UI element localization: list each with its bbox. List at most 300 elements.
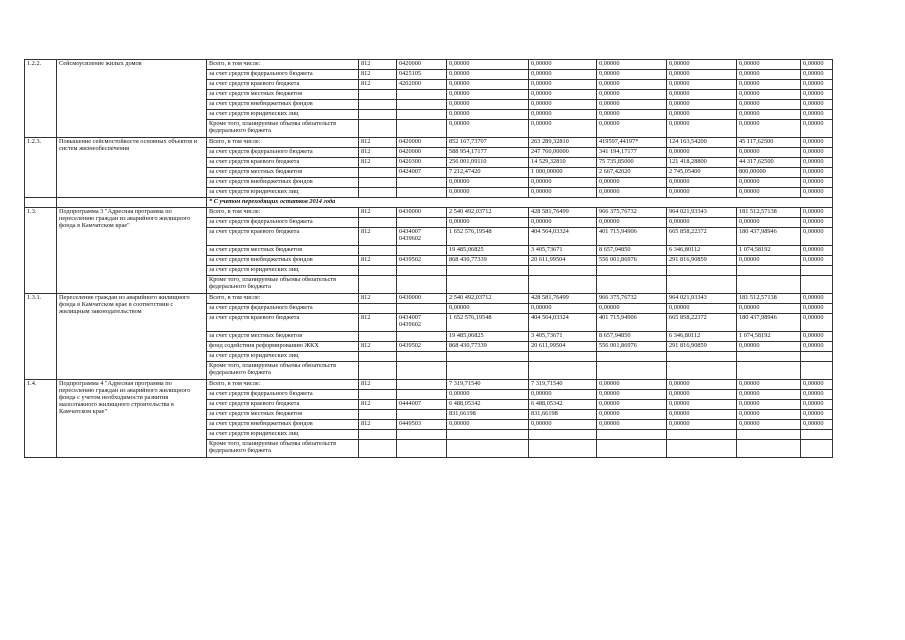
grbs-code bbox=[359, 390, 397, 400]
amount-year: 0,00000 bbox=[597, 60, 667, 70]
amount-year: 556 001,86976 bbox=[597, 256, 667, 266]
amount-year: 0,00000 bbox=[737, 410, 801, 420]
table-row bbox=[25, 208, 833, 218]
amount-year: 428 581,76499 bbox=[529, 294, 597, 304]
funding-source: за счет средств краевого бюджета bbox=[207, 314, 359, 332]
budget-class-code bbox=[397, 430, 447, 440]
amount-year: 0,00000 bbox=[529, 120, 597, 138]
grbs-code: 812 bbox=[359, 138, 397, 148]
amount-year: 0,00000 bbox=[801, 342, 833, 352]
amount-year: 419597,44197* bbox=[597, 138, 667, 148]
amount-total bbox=[447, 352, 529, 362]
amount-year: 556 001,86976 bbox=[597, 342, 667, 352]
amount-year bbox=[597, 362, 667, 380]
amount-total bbox=[447, 276, 529, 294]
amount-total bbox=[447, 362, 529, 380]
amount-year: 0,00000 bbox=[597, 80, 667, 90]
amount-year bbox=[667, 276, 737, 294]
amount-year: 0,00000 bbox=[737, 60, 801, 70]
amount-year: 8 657,94850 bbox=[597, 246, 667, 256]
budget-class-code bbox=[397, 352, 447, 362]
grbs-code: 812 bbox=[359, 420, 397, 430]
amount-year bbox=[529, 266, 597, 276]
amount-year: 401 715,94906 bbox=[597, 314, 667, 332]
funding-source: за счет средств федерального бюджета bbox=[207, 148, 359, 158]
amount-year: 0,00000 bbox=[529, 420, 597, 430]
grbs-code bbox=[359, 100, 397, 110]
amount-year: 0,00000 bbox=[801, 60, 833, 70]
amount-year: 0,00000 bbox=[737, 80, 801, 90]
amount-year: 0,00000 bbox=[597, 400, 667, 410]
budget-class-code: 0425105 bbox=[397, 70, 447, 80]
amount-total: 7 212,47420 bbox=[447, 168, 529, 178]
amount-year: 45 117,62500 bbox=[737, 138, 801, 148]
budget-class-code: 0430000 bbox=[397, 294, 447, 304]
budget-class-code bbox=[397, 246, 447, 256]
grbs-code: 812 bbox=[359, 60, 397, 70]
amount-year: 181 512,57138 bbox=[737, 208, 801, 218]
grbs-code: 812 bbox=[359, 400, 397, 410]
funding-source: Кроме того, планируемые объемы обязательств федерального бюджета bbox=[207, 362, 359, 380]
amount-year: 2 745,05400 bbox=[667, 168, 737, 178]
amount-year: 0,00000 bbox=[667, 178, 737, 188]
funding-source: за счет средств краевого бюджета bbox=[207, 400, 359, 410]
table-row bbox=[25, 60, 833, 70]
amount-year bbox=[597, 352, 667, 362]
amount-year: 0,00000 bbox=[801, 380, 833, 390]
amount-year: 0,00000 bbox=[737, 390, 801, 400]
amount-year: 20 611,99504 bbox=[529, 342, 597, 352]
amount-total: 2 540 492,03712 bbox=[447, 208, 529, 218]
budget-class-code: 0439502 bbox=[397, 256, 447, 266]
empty-cell bbox=[57, 198, 207, 208]
amount-year: 0,00000 bbox=[529, 390, 597, 400]
amount-year: 0,00000 bbox=[801, 148, 833, 158]
section-name: Переселение граждан из аварийного жилищного фонда в Камчатском крае в соответствии с жилищным законодательством bbox=[57, 294, 207, 380]
budget-class-code bbox=[397, 100, 447, 110]
budget-class-code: 0424007 bbox=[397, 168, 447, 178]
amount-year: 124 163,54200 bbox=[667, 138, 737, 148]
amount-year: 0,00000 bbox=[529, 178, 597, 188]
budget-class-code bbox=[397, 110, 447, 120]
amount-year: 0,00000 bbox=[597, 90, 667, 100]
amount-year: 0,00000 bbox=[667, 80, 737, 90]
amount-year bbox=[737, 352, 801, 362]
funding-source: Кроме того, планируемые объемы обязательств федерального бюджета bbox=[207, 276, 359, 294]
amount-year: 181 512,57138 bbox=[737, 294, 801, 304]
amount-year: 428 581,76499 bbox=[529, 208, 597, 218]
budget-class-code bbox=[397, 188, 447, 198]
grbs-code: 812 bbox=[359, 148, 397, 158]
funding-source: за счет средств федерального бюджета bbox=[207, 70, 359, 80]
funding-source: за счет средств юридических лиц bbox=[207, 430, 359, 440]
grbs-code bbox=[359, 276, 397, 294]
budget-class-code bbox=[397, 380, 447, 390]
amount-year: 0,00000 bbox=[737, 218, 801, 228]
funding-source: за счет средств местных бюджетов bbox=[207, 168, 359, 178]
funding-source: за счет средств юридических лиц bbox=[207, 188, 359, 198]
amount-year: 0,00000 bbox=[667, 60, 737, 70]
amount-year: 966 375,76732 bbox=[597, 208, 667, 218]
amount-total: 0,00000 bbox=[447, 120, 529, 138]
amount-year: 0,00000 bbox=[801, 110, 833, 120]
amount-year: 341 194,17177 bbox=[597, 148, 667, 158]
amount-year: 0,00000 bbox=[529, 80, 597, 90]
grbs-code: 812 bbox=[359, 294, 397, 304]
amount-total: 0,00000 bbox=[447, 218, 529, 228]
grbs-code bbox=[359, 188, 397, 198]
amount-year: 0,00000 bbox=[529, 100, 597, 110]
amount-year: 0,00000 bbox=[737, 110, 801, 120]
amount-total: 0,00000 bbox=[447, 110, 529, 120]
amount-year bbox=[667, 266, 737, 276]
amount-year: 0,00000 bbox=[801, 120, 833, 138]
amount-total: 868 430,77339 bbox=[447, 256, 529, 266]
amount-total: 1 652 576,19548 bbox=[447, 228, 529, 246]
amount-year bbox=[667, 430, 737, 440]
amount-total: 0,00000 bbox=[447, 178, 529, 188]
amount-year bbox=[737, 266, 801, 276]
grbs-code: 812 bbox=[359, 314, 397, 332]
funding-source: за счет средств краевого бюджета bbox=[207, 80, 359, 90]
grbs-code: 812 bbox=[359, 70, 397, 80]
amount-year: 0,00000 bbox=[667, 90, 737, 100]
grbs-code bbox=[359, 90, 397, 100]
section-name: Подпрограмма 4 "Адресная программа по переселению граждан из аварийного жилищного фонда с учетом необходимости развития малоэтажного жилищного строительства в Камчатском крае" bbox=[57, 380, 207, 458]
grbs-code: 812 bbox=[359, 228, 397, 246]
amount-year: 0,00000 bbox=[801, 100, 833, 110]
budget-class-code: 4202000 bbox=[397, 80, 447, 90]
funding-source: за счет средств федерального бюджета bbox=[207, 304, 359, 314]
amount-year: 14 529,32810 bbox=[529, 158, 597, 168]
empty-cell bbox=[25, 198, 57, 208]
amount-year: 75 735,85000 bbox=[597, 158, 667, 168]
amount-total: 831,66198 bbox=[447, 410, 529, 420]
amount-total: 2 540 492,03712 bbox=[447, 294, 529, 304]
amount-year: 0,00000 bbox=[597, 410, 667, 420]
budget-class-code: 0444007 bbox=[397, 400, 447, 410]
amount-year: 263 289,32810 bbox=[529, 138, 597, 148]
amount-year: 0,00000 bbox=[801, 410, 833, 420]
funding-source: Всего, в том числе: bbox=[207, 60, 359, 70]
amount-year: 121 418,28800 bbox=[667, 158, 737, 168]
amount-year bbox=[801, 430, 833, 440]
amount-year: 6 346,80112 bbox=[667, 332, 737, 342]
amount-year: 0,00000 bbox=[667, 188, 737, 198]
funding-source: за счет средств внебюджетных фондов bbox=[207, 256, 359, 266]
amount-total: 0,00000 bbox=[447, 100, 529, 110]
budget-class-code bbox=[397, 362, 447, 380]
amount-total: 0,00000 bbox=[447, 60, 529, 70]
amount-year: 0,00000 bbox=[801, 158, 833, 168]
amount-year: 665 858,22372 bbox=[667, 228, 737, 246]
amount-year: 1 074,58192 bbox=[737, 246, 801, 256]
amount-total: 0,00000 bbox=[447, 90, 529, 100]
amount-year: 0,00000 bbox=[597, 188, 667, 198]
amount-year: 0,00000 bbox=[801, 294, 833, 304]
grbs-code bbox=[359, 168, 397, 178]
amount-year: 0,00000 bbox=[737, 70, 801, 80]
amount-year: 0,00000 bbox=[667, 400, 737, 410]
amount-year: 0,00000 bbox=[737, 256, 801, 266]
funding-source: за счет средств юридических лиц bbox=[207, 352, 359, 362]
amount-year: 0,00000 bbox=[801, 314, 833, 332]
amount-year: 0,00000 bbox=[737, 148, 801, 158]
amount-year: 0,00000 bbox=[529, 188, 597, 198]
funding-source: фонд содействия реформированию ЖКХ bbox=[207, 342, 359, 352]
amount-year: 401 715,94906 bbox=[597, 228, 667, 246]
funding-source: за счет средств краевого бюджета bbox=[207, 228, 359, 246]
section-code: 1.2.3. bbox=[25, 138, 57, 198]
funding-source: за счет средств местных бюджетов bbox=[207, 332, 359, 342]
amount-year bbox=[737, 362, 801, 380]
amount-year: 0,00000 bbox=[737, 400, 801, 410]
amount-year: 0,00000 bbox=[597, 218, 667, 228]
table-row bbox=[25, 294, 833, 304]
amount-year: 0,00000 bbox=[667, 380, 737, 390]
grbs-code bbox=[359, 110, 397, 120]
amount-year: 0,00000 bbox=[801, 256, 833, 266]
amount-year: 966 375,76732 bbox=[597, 294, 667, 304]
amount-total: 0,00000 bbox=[447, 188, 529, 198]
amount-year: 0,00000 bbox=[801, 70, 833, 80]
amount-year: 6 346,80112 bbox=[667, 246, 737, 256]
amount-total: 0,00000 bbox=[447, 304, 529, 314]
budget-class-code: 0434007 0439602 bbox=[397, 228, 447, 246]
amount-year: 3 405,73671 bbox=[529, 332, 597, 342]
amount-year: 0,00000 bbox=[667, 410, 737, 420]
grbs-code: 812 bbox=[359, 80, 397, 90]
section-code: 1.3.1. bbox=[25, 294, 57, 380]
section-name: Сейсмоусиление жилых домов bbox=[57, 60, 207, 138]
funding-source: за счет средств местных бюджетов bbox=[207, 246, 359, 256]
funding-source: за счет средств местных бюджетов bbox=[207, 90, 359, 100]
amount-total bbox=[447, 266, 529, 276]
amount-total: 0,00000 bbox=[447, 420, 529, 430]
budget-class-code: 0420300 bbox=[397, 158, 447, 168]
amount-year: 0,00000 bbox=[667, 70, 737, 80]
amount-year: 0,00000 bbox=[737, 188, 801, 198]
funding-source: за счет средств внебюджетных фондов bbox=[207, 100, 359, 110]
amount-year: 291 816,90859 bbox=[667, 256, 737, 266]
budget-class-code bbox=[397, 120, 447, 138]
amount-year: 0,00000 bbox=[801, 138, 833, 148]
funding-source: за счет средств юридических лиц bbox=[207, 266, 359, 276]
amount-year: 0,00000 bbox=[667, 110, 737, 120]
amount-year: 0,00000 bbox=[597, 390, 667, 400]
amount-year: 0,00000 bbox=[801, 80, 833, 90]
amount-total: 852 167,73707 bbox=[447, 138, 529, 148]
amount-year: 665 858,22372 bbox=[667, 314, 737, 332]
table-row bbox=[25, 138, 833, 148]
amount-year: 0,00000 bbox=[801, 208, 833, 218]
budget-class-code bbox=[397, 332, 447, 342]
amount-total: 6 488,05342 bbox=[447, 400, 529, 410]
amount-year bbox=[737, 440, 801, 458]
amount-year bbox=[597, 430, 667, 440]
grbs-code: 812 bbox=[359, 256, 397, 266]
funding-source: Всего, в том числе: bbox=[207, 380, 359, 390]
amount-year: 0,00000 bbox=[529, 90, 597, 100]
amount-year: 247 760,00000 bbox=[529, 148, 597, 158]
amount-total: 868 430,77339 bbox=[447, 342, 529, 352]
budget-class-code: 0420000 bbox=[397, 60, 447, 70]
amount-year: 964 021,93343 bbox=[667, 294, 737, 304]
section-name: Подпрограмма 3 "Адресная программа по переселению граждан из аварийного жилищного фонда в Камчатском крае" bbox=[57, 208, 207, 294]
amount-year bbox=[801, 276, 833, 294]
amount-year: 0,00000 bbox=[801, 90, 833, 100]
amount-total: 0,00000 bbox=[447, 390, 529, 400]
amount-year: 0,00000 bbox=[597, 70, 667, 80]
amount-year: 7 319,71540 bbox=[529, 380, 597, 390]
amount-year: 3 405,73671 bbox=[529, 246, 597, 256]
grbs-code bbox=[359, 218, 397, 228]
amount-year: 0,00000 bbox=[667, 390, 737, 400]
amount-year: 0,00000 bbox=[597, 120, 667, 138]
section-code: 1.4. bbox=[25, 380, 57, 458]
amount-year: 6 488,05342 bbox=[529, 400, 597, 410]
grbs-code bbox=[359, 332, 397, 342]
funding-source: за счет средств краевого бюджета bbox=[207, 158, 359, 168]
amount-year: 0,00000 bbox=[801, 304, 833, 314]
grbs-code bbox=[359, 430, 397, 440]
amount-year: 0,00000 bbox=[737, 120, 801, 138]
budget-class-code bbox=[397, 304, 447, 314]
amount-year: 2 667,42020 bbox=[597, 168, 667, 178]
budget-class-code: 0449503 bbox=[397, 420, 447, 430]
amount-year: 831,66198 bbox=[529, 410, 597, 420]
amount-year: 1 000,00000 bbox=[529, 168, 597, 178]
section-name: Повышение сейсмостойкости основных объектов и систем жизнеобеспечения bbox=[57, 138, 207, 198]
funding-source: Всего, в том числе: bbox=[207, 294, 359, 304]
grbs-code: 812 bbox=[359, 342, 397, 352]
amount-year: 0,00000 bbox=[529, 70, 597, 80]
funding-source: за счет средств федерального бюджета bbox=[207, 218, 359, 228]
amount-year: 0,00000 bbox=[667, 100, 737, 110]
amount-year: 0,00000 bbox=[737, 100, 801, 110]
amount-year: 0,00000 bbox=[597, 178, 667, 188]
amount-year: 180 437,98946 bbox=[737, 228, 801, 246]
amount-year: 0,00000 bbox=[529, 60, 597, 70]
amount-year bbox=[597, 440, 667, 458]
amount-year: 0,00000 bbox=[529, 110, 597, 120]
amount-year: 0,00000 bbox=[737, 380, 801, 390]
budget-class-code: 0420000 bbox=[397, 148, 447, 158]
amount-year: 0,00000 bbox=[801, 228, 833, 246]
amount-total: 0,00000 bbox=[447, 80, 529, 90]
section-code: 1.2.2. bbox=[25, 60, 57, 138]
amount-year: 0,00000 bbox=[667, 304, 737, 314]
amount-total: 1 652 576,19548 bbox=[447, 314, 529, 332]
amount-year: 291 816,90859 bbox=[667, 342, 737, 352]
funding-source: за счет средств внебюджетных фондов bbox=[207, 420, 359, 430]
amount-year: 0,00000 bbox=[529, 304, 597, 314]
budget-class-code bbox=[397, 218, 447, 228]
budget-class-code bbox=[397, 266, 447, 276]
grbs-code bbox=[359, 362, 397, 380]
amount-year bbox=[597, 276, 667, 294]
funding-source: за счет средств федерального бюджета bbox=[207, 390, 359, 400]
funding-source: Всего, в том числе: bbox=[207, 138, 359, 148]
amount-year: 0,00000 bbox=[801, 218, 833, 228]
budget-table bbox=[24, 59, 833, 458]
budget-class-code: 0420000 bbox=[397, 138, 447, 148]
amount-year: 180 437,98946 bbox=[737, 314, 801, 332]
amount-year bbox=[737, 276, 801, 294]
amount-year: 0,00000 bbox=[737, 304, 801, 314]
grbs-code bbox=[359, 410, 397, 420]
amount-year: 44 317,62500 bbox=[737, 158, 801, 168]
amount-year: 0,00000 bbox=[597, 100, 667, 110]
grbs-code: 812 bbox=[359, 208, 397, 218]
amount-year: 0,00000 bbox=[667, 420, 737, 430]
table-row bbox=[25, 380, 833, 390]
amount-year: 20 611,99504 bbox=[529, 256, 597, 266]
budget-class-code bbox=[397, 178, 447, 188]
amount-total: 0,00000 bbox=[447, 70, 529, 80]
amount-total: 7 319,71540 bbox=[447, 380, 529, 390]
funding-source: за счет средств внебюджетных фондов bbox=[207, 178, 359, 188]
amount-year: 0,00000 bbox=[667, 120, 737, 138]
grbs-code: 812 bbox=[359, 380, 397, 390]
amount-year: 0,00000 bbox=[667, 218, 737, 228]
grbs-code: 812 bbox=[359, 158, 397, 168]
grbs-code bbox=[359, 352, 397, 362]
amount-year: 1 074,58192 bbox=[737, 332, 801, 342]
amount-year: 0,00000 bbox=[597, 380, 667, 390]
amount-year bbox=[801, 352, 833, 362]
funding-source: Кроме того, планируемые объемы обязательств федерального бюджета bbox=[207, 120, 359, 138]
funding-source: Всего, в том числе: bbox=[207, 208, 359, 218]
amount-year: 0,00000 bbox=[737, 178, 801, 188]
amount-year: 964 021,93343 bbox=[667, 208, 737, 218]
section-code: 1.3. bbox=[25, 208, 57, 294]
amount-year bbox=[597, 266, 667, 276]
amount-year: 0,00000 bbox=[801, 400, 833, 410]
amount-year: 0,00000 bbox=[667, 148, 737, 158]
amount-year: 0,00000 bbox=[737, 90, 801, 100]
amount-year bbox=[667, 352, 737, 362]
budget-class-code bbox=[397, 276, 447, 294]
grbs-code bbox=[359, 120, 397, 138]
grbs-code bbox=[359, 246, 397, 256]
grbs-code bbox=[359, 304, 397, 314]
amount-year bbox=[801, 266, 833, 276]
amount-year: 0,00000 bbox=[801, 168, 833, 178]
amount-year: 0,00000 bbox=[801, 178, 833, 188]
amount-year bbox=[529, 362, 597, 380]
amount-year: 0,00000 bbox=[737, 342, 801, 352]
amount-total: 19 485,06825 bbox=[447, 246, 529, 256]
amount-year: 0,00000 bbox=[737, 420, 801, 430]
footnote-row bbox=[25, 198, 833, 208]
amount-year: 0,00000 bbox=[801, 420, 833, 430]
amount-total bbox=[447, 430, 529, 440]
amount-year: 0,00000 bbox=[801, 188, 833, 198]
budget-class-code: 0439502 bbox=[397, 342, 447, 352]
amount-year: 0,00000 bbox=[529, 218, 597, 228]
amount-total: 588 954,17177 bbox=[447, 148, 529, 158]
amount-year bbox=[529, 430, 597, 440]
amount-year bbox=[667, 440, 737, 458]
amount-year: 800,00000 bbox=[737, 168, 801, 178]
budget-class-code bbox=[397, 90, 447, 100]
amount-year: 0,00000 bbox=[801, 390, 833, 400]
amount-year: 0,00000 bbox=[801, 332, 833, 342]
amount-year: 404 564,03324 bbox=[529, 314, 597, 332]
budget-class-code bbox=[397, 390, 447, 400]
footnote: * С учетом переходящих остатков 2014 года bbox=[207, 198, 833, 208]
